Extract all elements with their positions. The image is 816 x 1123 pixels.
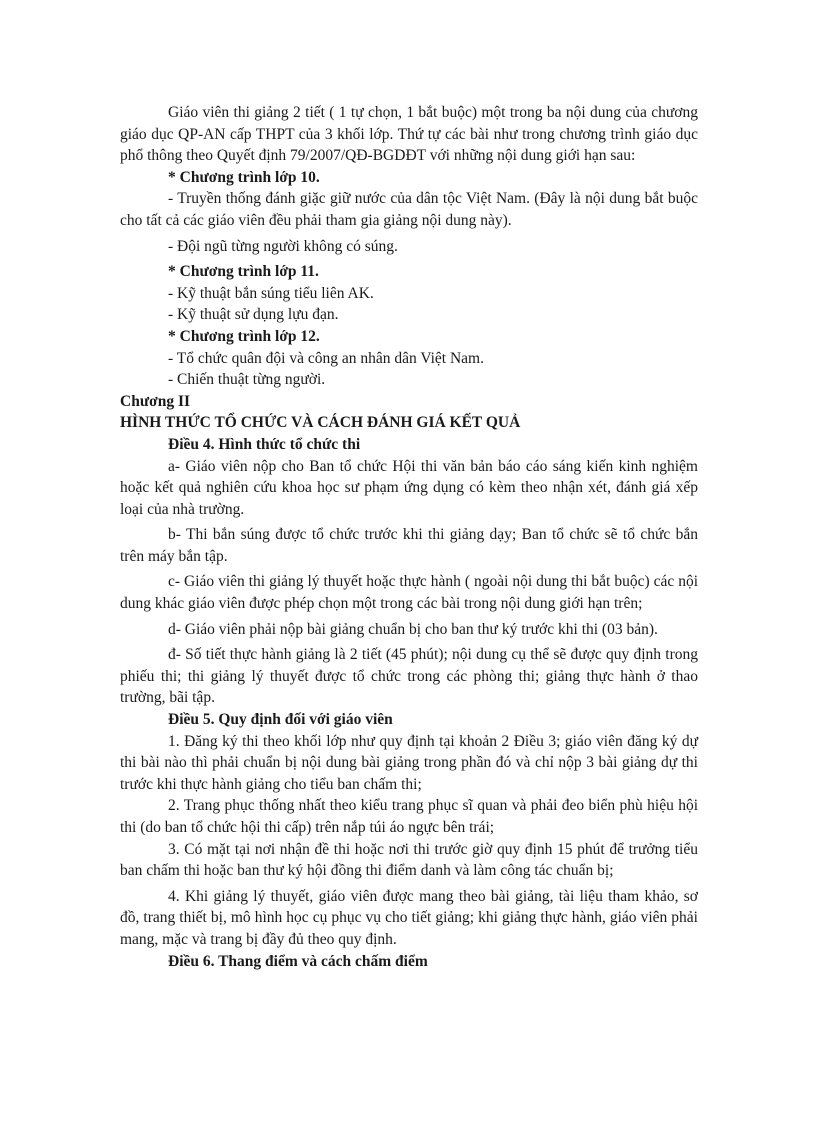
article-4-heading: Điều 4. Hình thức tổ chức thi [168,435,361,453]
document-page [120,102,698,972]
list-item: - Tổ chức quân đội và công an nhân dân Việt Nam. [168,349,484,367]
list-item: - Kỹ thuật sử dụng lựu đạn. [168,306,339,324]
chapter-label: Chương II [120,392,191,410]
article-6-heading: Điều 6. Thang điểm và cách chấm điểm [168,952,428,970]
article-5-item-4: 4. Khi giảng lý thuyết, giáo viên được mang theo bài giảng, tài liệu tham khảo, sơ đồ, trang thiết bị, mô hình học cụ phục vụ cho tiết giảng; khi giảng thực hành, giáo viên phải mang, mặc và trang bị đầy đủ theo quy định. [120,887,698,948]
list-item: - Kỹ thuật bắn súng tiểu liên AK. [168,284,374,302]
article-5-heading: Điều 5. Quy định đối với giáo viên [168,711,393,729]
list-item: - Truyền thống đánh giặc giữ nước của dân tộc Việt Nam. (Đây là nội dung bắt buộc cho tất cả các giáo viên đều phải tham gia giảng nội dung này). [120,190,698,229]
heading-grade-12: * Chương trình lớp 12. [168,327,320,345]
article-4-item-b: b- Thi bắn súng được tổ chức trước khi thi giảng dạy; Ban tổ chức sẽ tổ chức bắn trên máy bắn tập. [120,526,698,565]
heading-grade-10: * Chương trình lớp 10. [168,168,320,186]
article-4-item-a: a- Giáo viên nộp cho Ban tổ chức Hội thi văn bản báo cáo sáng kiến kinh nghiệm hoặc kết quả nghiên cứu khoa học sư phạm ứng dụng có kèm theo nhận xét, đánh giá xếp loại của nhà trường. [120,457,698,518]
article-5-item-3: 3. Có mặt tại nơi nhận đề thi hoặc nơi thi trước giờ quy định 15 phút để trưởng tiểu ban chấm thi hoặc ban thư ký hội đồng thi điểm danh và làm công tác chuẩn bị; [120,840,698,880]
list-item: - Chiến thuật từng người. [168,371,326,389]
article-5-item-1: 1. Đăng ký thi theo khối lớp như quy định tại khoản 2 Điều 3; giáo viên đăng ký dự thi bài nào thì phải chuẩn bị nội dung bài giảng trong phần đó và chỉ nộp 3 bài giảng dự thi trước khi thực hành giảng cho tiểu ban chấm thi; [120,732,698,793]
heading-grade-11: * Chương trình lớp 11. [168,263,319,281]
list-item: - Đội ngũ từng người không có súng. [168,237,398,255]
chapter-title: HÌNH THỨC TỔ CHỨC VÀ CÁCH ĐÁNH GIÁ KẾT QUẢ [120,414,521,432]
paragraph-intro: Giáo viên thi giảng 2 tiết ( 1 tự chọn, 1 bắt buộc) một trong ba nội dung của chương giáo dục QP-AN cấp THPT của 3 khối lớp. Thứ tự các bài như trong chương trình giáo dục phổ thông theo Quyết định 79/2007/QĐ-BGDĐT với những nội dung giới hạn sau: [120,104,698,165]
article-5-item-2: 2. Trang phục thống nhất theo kiểu trang phục sĩ quan và phải đeo biển phù hiệu hội thi (do ban tổ chức hội thi cấp) trên nắp túi áo ngực bên trái; [120,797,698,836]
article-4-item-dd: đ- Số tiết thực hành giảng là 2 tiết (45 phút); nội dung cụ thể sẽ được quy định trong phiếu thi; thi giảng lý thuyết được tổ chức trong các phòng thi; giảng thực hành ở thao trường, bãi tập. [120,646,698,707]
article-4-item-d: d- Giáo viên phải nộp bài giảng chuẩn bị cho ban thư ký trước khi thi (03 bản). [168,620,658,638]
article-4-item-c: c- Giáo viên thi giảng lý thuyết hoặc thực hành ( ngoài nội dung thi bắt buộc) các nội dung khác giáo viên được phép chọn một trong các bài trong nội dung giới hạn trên; [120,573,698,613]
